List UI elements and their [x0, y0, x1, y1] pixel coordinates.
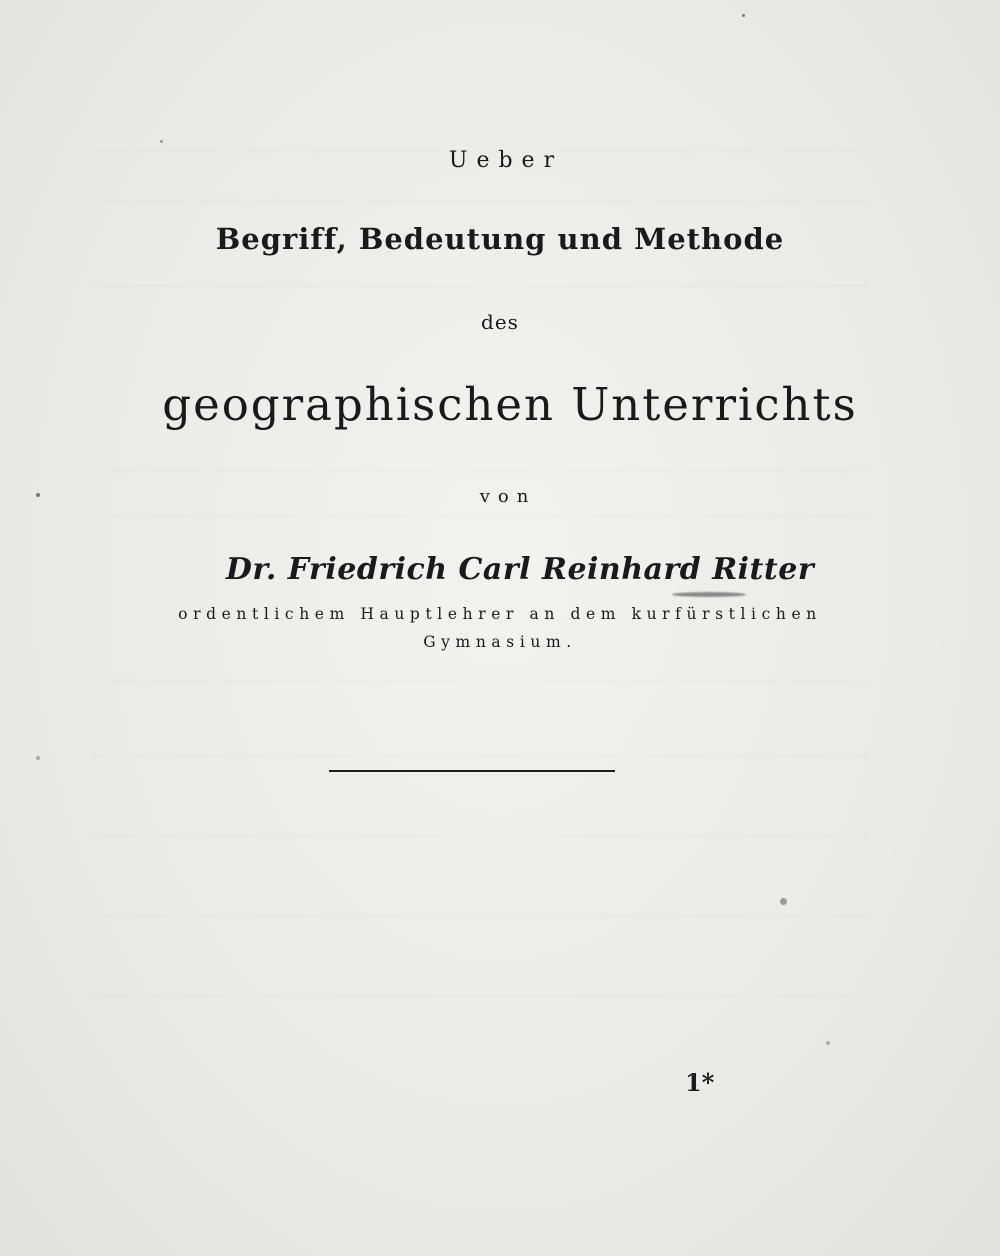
show-through-line [90, 285, 870, 287]
author-name: Dr. Friedrich Carl Reinhard Ritter [225, 552, 815, 587]
divider-rule [329, 770, 615, 772]
author-position: ordentlichem Hauptlehrer an dem kurfürstlichen [178, 605, 822, 623]
title-des: des [481, 310, 519, 334]
show-through-line [90, 470, 870, 472]
title-ueber: Ueber [448, 148, 564, 173]
show-through-line [90, 680, 870, 682]
speck [36, 756, 40, 760]
speck [826, 1041, 830, 1045]
speck [36, 493, 40, 497]
speck [780, 898, 787, 905]
title-von: von [479, 486, 537, 507]
speck [160, 140, 163, 143]
show-through-line [90, 200, 870, 202]
title-main: Begriff, Bedeutung und Methode [215, 222, 785, 256]
signature-mark: 1* [685, 1068, 715, 1097]
show-through-line [90, 515, 870, 517]
author-school: Gymnasium. [423, 633, 577, 651]
ink-smudge [672, 592, 746, 597]
title-subject: geographischen Unterrichts [162, 378, 858, 431]
show-through-line [90, 835, 870, 837]
show-through-line [90, 995, 870, 997]
speck [742, 14, 745, 17]
show-through-line [90, 915, 870, 917]
show-through-line [90, 755, 870, 757]
